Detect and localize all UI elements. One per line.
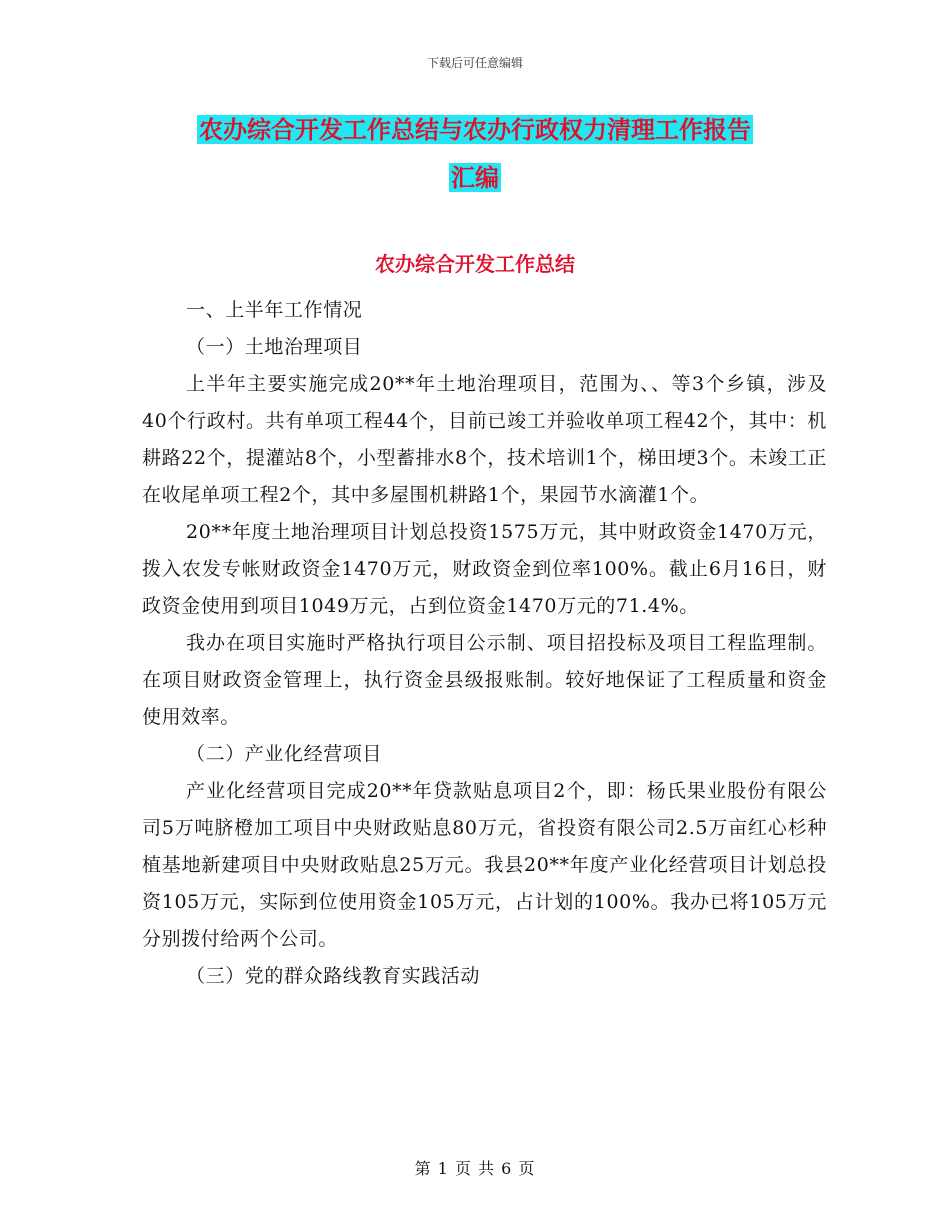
section-title: 农办综合开发工作总结 [375, 252, 575, 276]
heading-1-1: （一）土地治理项目 [186, 336, 363, 358]
document-title-line2: 汇编 [451, 163, 499, 192]
document-title [0, 106, 950, 202]
paragraph-3: 我办在项目实施时严格执行项目公示制、项目招投标及项目工程监理制。在项目财政资金管理上，执行资金县级报账制。较好地保证了工程质量和资金使用效率。 [142, 632, 827, 728]
document-body [142, 292, 827, 995]
heading-1-3: （三）党的群众路线教育实践活动 [186, 965, 481, 987]
page-footer: 第 1 页 共 6 页 [414, 1159, 536, 1178]
header-note: 下载后可任意编辑 [426, 56, 523, 70]
heading-1-2: （二）产业化经营项目 [186, 743, 383, 765]
paragraph-4: 产业化经营项目完成20**年贷款贴息项目2个，即：杨氏果业股份有限公司5万吨脐橙加工项目中央财政贴息80万元，省投资有限公司2.5万亩红心杉种植基地新建项目中央财政贴息25万元。我县20**年度产业化经营项目计划总投资105万元，实际到位使用资金105万元，占计划的100%。我办已将105万元分别拨付给两个公司。 [142, 780, 827, 950]
heading-1: 一、上半年工作情况 [186, 299, 363, 321]
document-title-line1: 农办综合开发工作总结与农办行政权力清理工作报告 [199, 115, 751, 144]
paragraph-1: 上半年主要实施完成20**年土地治理项目，范围为、、等3个乡镇，涉及40个行政村。共有单项工程44个，目前已竣工并验收单项工程42个，其中：机耕路22个，提灌站8个，小型蓄排水8个，技术培训1个，梯田埂3个。未竣工正在收尾单项工程2个，其中多屋围机耕路1个，果园节水滴灌1个。 [142, 373, 827, 506]
paragraph-2: 20**年度土地治理项目计划总投资1575万元，其中财政资金1470万元，拨入农发专帐财政资金1470万元，财政资金到位率100%。截止6月16日，财政资金使用到项目1049万元，占到位资金1470万元的71.4%。 [142, 521, 827, 617]
